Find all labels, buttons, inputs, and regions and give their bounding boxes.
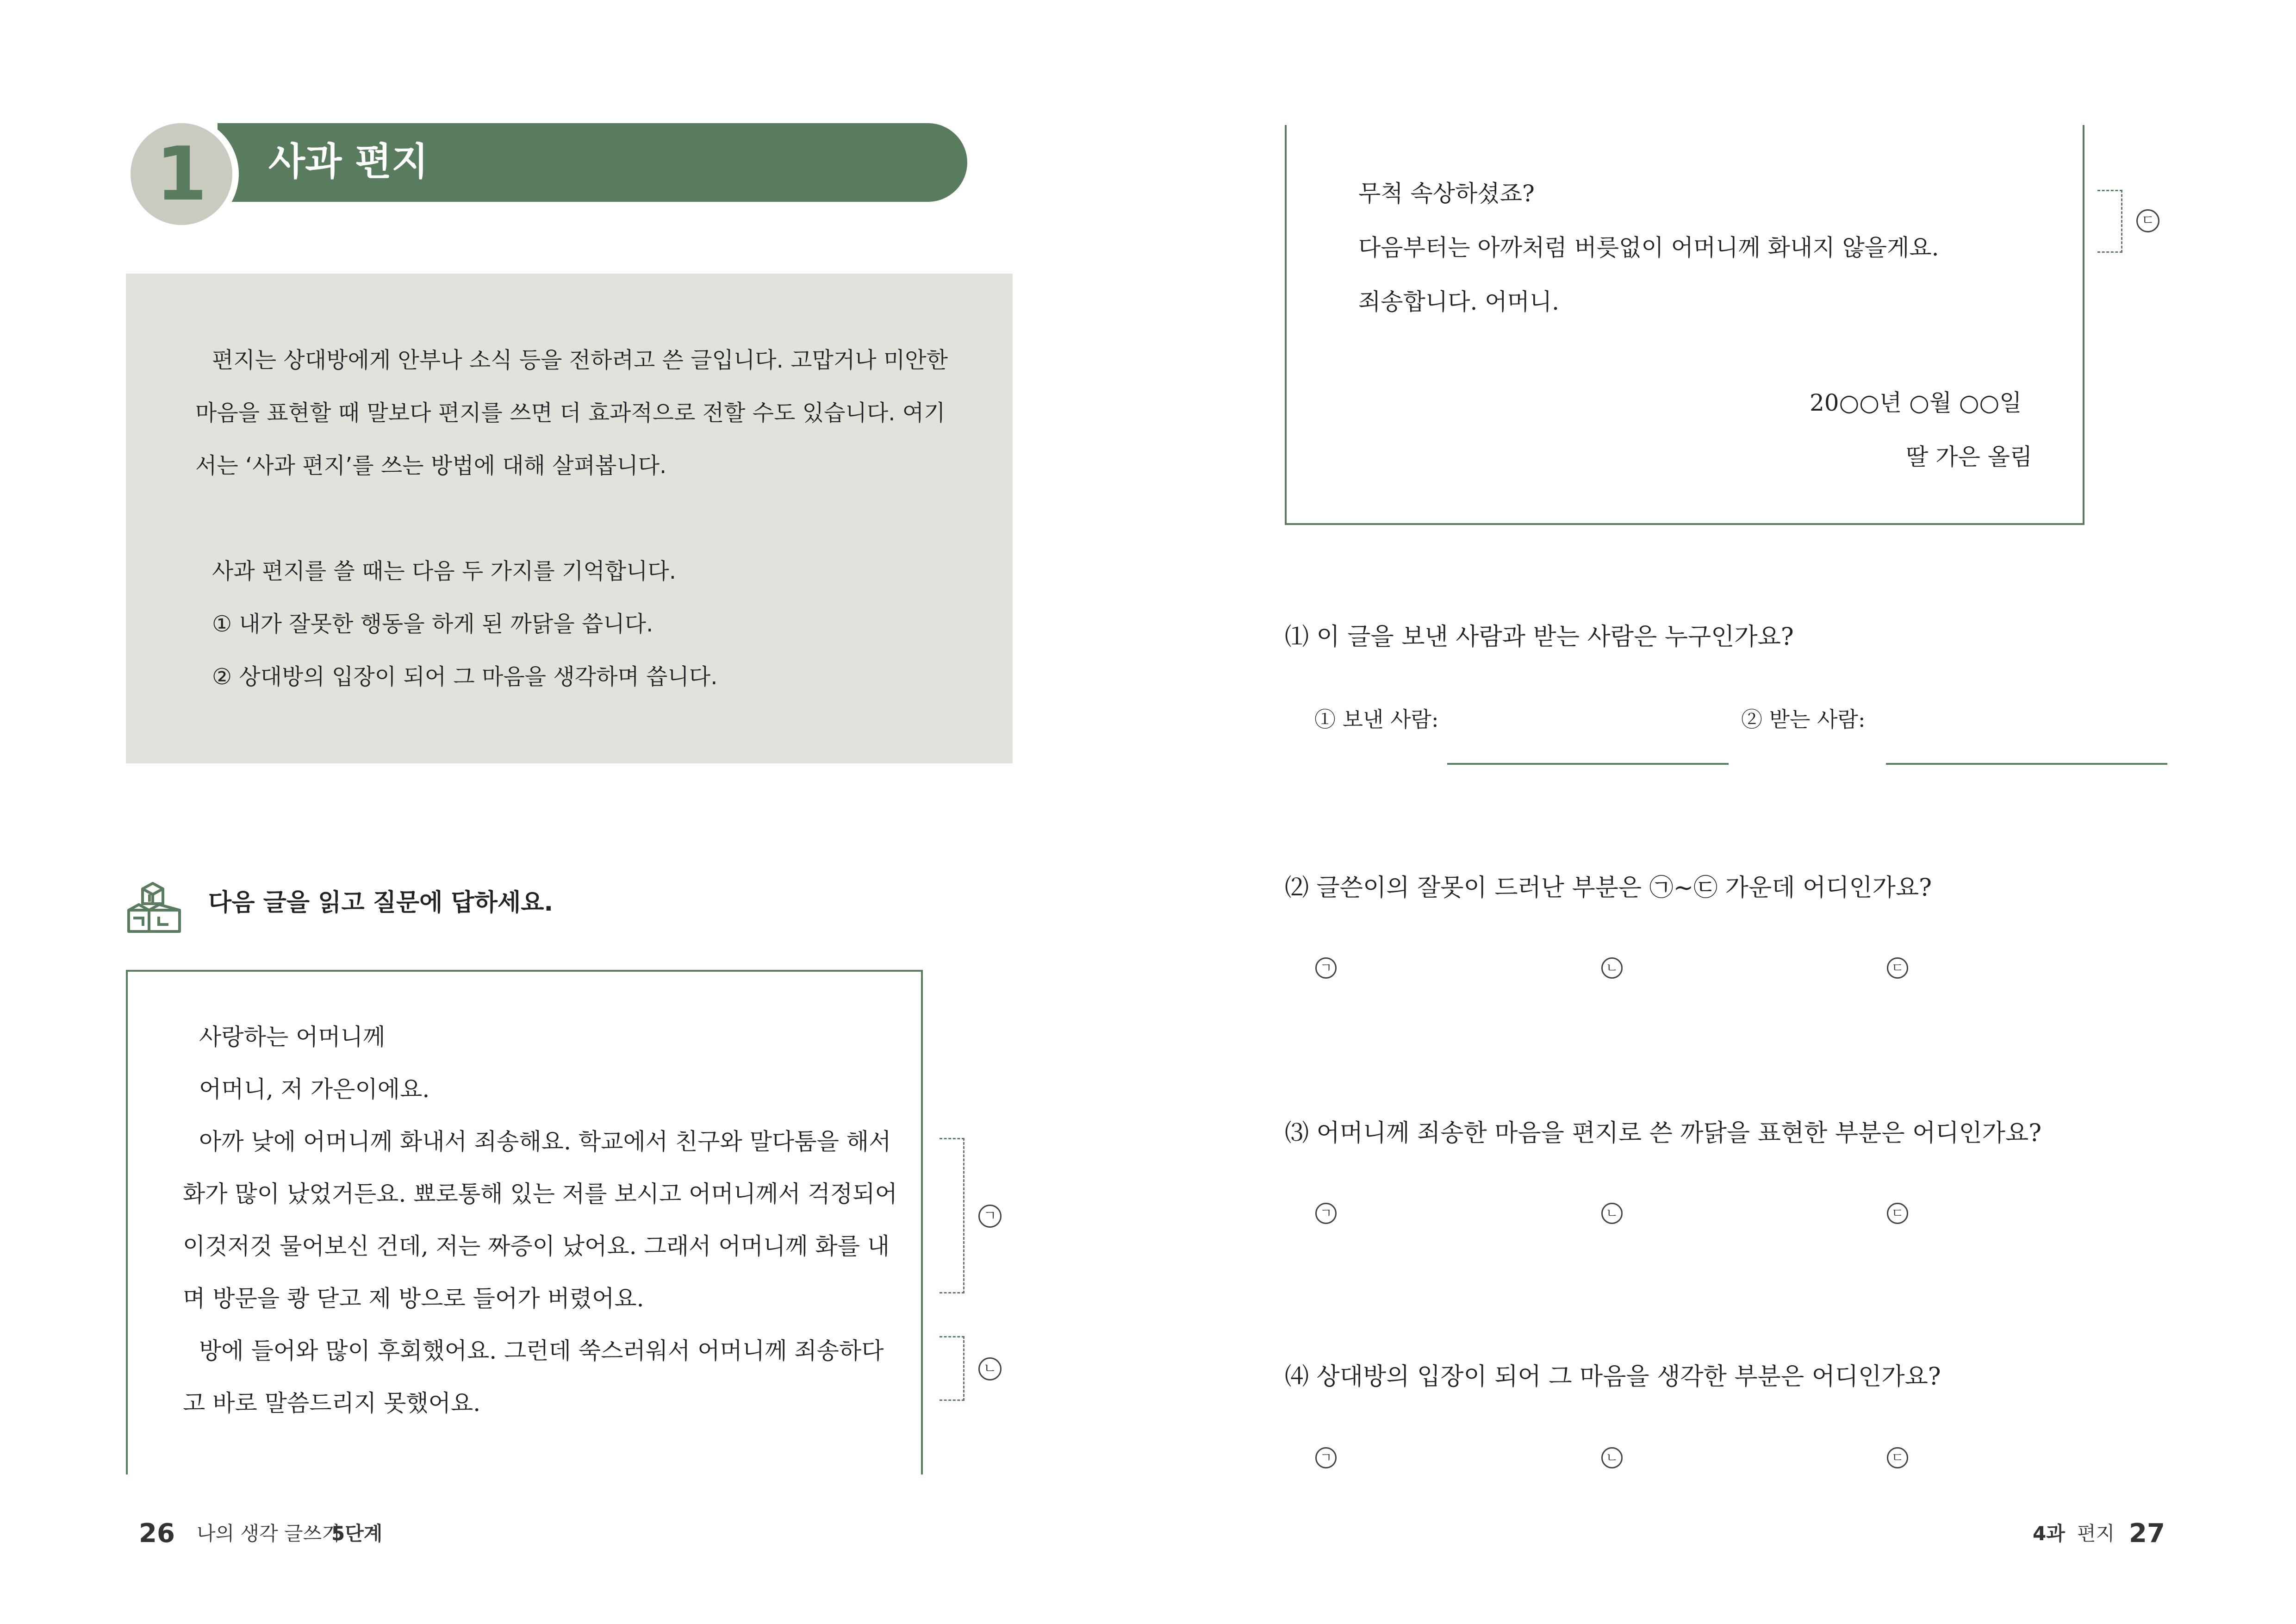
letter-line: 화가 많이 났었거든요. 뾰로통해 있는 저를 보시고 어머니께서 걱정되어 — [183, 1181, 897, 1207]
letter-line: 죄송합니다. 어머니. — [1358, 288, 1560, 315]
section-title: 사과 편지 — [268, 140, 429, 184]
marker-bracket — [2097, 190, 2122, 253]
choice-ㄴ[interactable]: ㄴ — [1601, 1203, 1623, 1224]
receiver-label: ② 받는 사람: — [1741, 707, 1866, 732]
book-title: 나의 생각 글쓰기 — [197, 1522, 341, 1545]
intro-line: 사과 편지를 쓸 때는 다음 두 가지를 기억합니다. — [212, 558, 677, 584]
marker-label: ㄴ — [978, 1357, 1002, 1380]
question-2: ⑵ 글쓴이의 잘못이 드러난 부분은 ㉠~㉢ 가운데 어디인가요? — [1285, 874, 1932, 902]
choice-ㄱ[interactable]: ㄱ — [1315, 1447, 1337, 1468]
marker-bracket — [940, 1138, 964, 1293]
section-number: 1 — [156, 131, 207, 217]
letter-line: 어머니, 저 가은이에요. — [199, 1076, 430, 1103]
letter-line: 며 방문을 쾅 닫고 제 방으로 들어가 버렸어요. — [183, 1285, 644, 1312]
choice-ㄷ[interactable]: ㄷ — [1887, 1203, 1908, 1224]
question-4: ⑷ 상대방의 입장이 되어 그 마음을 생각한 부분은 어디인가요? — [1285, 1363, 1941, 1391]
intro-line: 편지는 상대방에게 안부나 소식 등을 전하려고 쓴 글입니다. 고맙거나 미안한 — [212, 347, 948, 373]
letter-line: 이것저것 물어보신 건데, 저는 짜증이 났어요. 그래서 어머니께 화를 내 — [183, 1233, 890, 1260]
choice-ㄴ[interactable]: ㄴ — [1601, 957, 1623, 979]
lesson-topic: 편지 — [2077, 1522, 2115, 1545]
marker-label: ㄱ — [978, 1205, 1002, 1228]
letter-line: 다음부터는 아까처럼 버릇없이 어머니께 화내지 않을게요. — [1358, 234, 1939, 261]
choice-ㄴ[interactable]: ㄴ — [1601, 1447, 1623, 1468]
intro-line: 서는 ‘사과 편지’를 쓰는 방법에 대해 살펴봅니다. — [195, 453, 667, 479]
sender-answer-line[interactable] — [1447, 763, 1729, 765]
letter-line: 사랑하는 어머니께 — [199, 1024, 386, 1050]
instruction-text: 다음 글을 읽고 질문에 답하세요. — [208, 889, 554, 917]
letter-date: 20○○년 ○월 ○○일 — [1810, 389, 2022, 416]
letter-line: 방에 들어와 많이 후회했어요. 그런데 쑥스러워서 어머니께 죄송하다 — [199, 1337, 884, 1364]
letter-line: 아까 낮에 어머니께 화내서 죄송해요. 학교에서 친구와 말다툼을 해서 — [199, 1128, 891, 1155]
sender-label: ① 보낸 사람: — [1314, 707, 1439, 732]
choice-ㄱ[interactable]: ㄱ — [1315, 957, 1337, 979]
question-3: ⑶ 어머니께 죄송한 마음을 편지로 쓴 까닭을 표현한 부분은 어디인가요? — [1285, 1119, 2042, 1147]
book-level: 5단계 — [331, 1522, 383, 1545]
letter-line: 고 바로 말씀드리지 못했어요. — [183, 1390, 481, 1417]
letter-line: 무척 속상하셨죠? — [1358, 180, 1535, 207]
question-1: ⑴ 이 글을 보낸 사람과 받는 사람은 누구인가요? — [1285, 623, 1794, 651]
intro-line: ② 상대방의 입장이 되어 그 마음을 생각하며 씁니다. — [212, 664, 718, 690]
marker-bracket — [940, 1336, 964, 1401]
choice-ㄷ[interactable]: ㄷ — [1887, 957, 1908, 979]
marker-label: ㄷ — [2136, 209, 2159, 232]
choice-ㄱ[interactable]: ㄱ — [1315, 1203, 1337, 1224]
lesson-label: 4과 — [2033, 1522, 2065, 1545]
page-number: 27 — [2129, 1518, 2165, 1549]
intro-line: ① 내가 잘못한 행동을 하게 된 까닭을 씁니다. — [212, 611, 653, 637]
receiver-answer-line[interactable] — [1886, 763, 2167, 765]
letter-signature: 딸 가은 올림 — [1906, 443, 2033, 470]
blocks-icon — [124, 880, 184, 940]
page-number: 26 — [139, 1518, 175, 1549]
intro-line: 마음을 표현할 때 말보다 편지를 쓰면 더 효과적으로 전할 수도 있습니다. 여기 — [195, 400, 946, 426]
choice-ㄷ[interactable]: ㄷ — [1887, 1447, 1908, 1468]
